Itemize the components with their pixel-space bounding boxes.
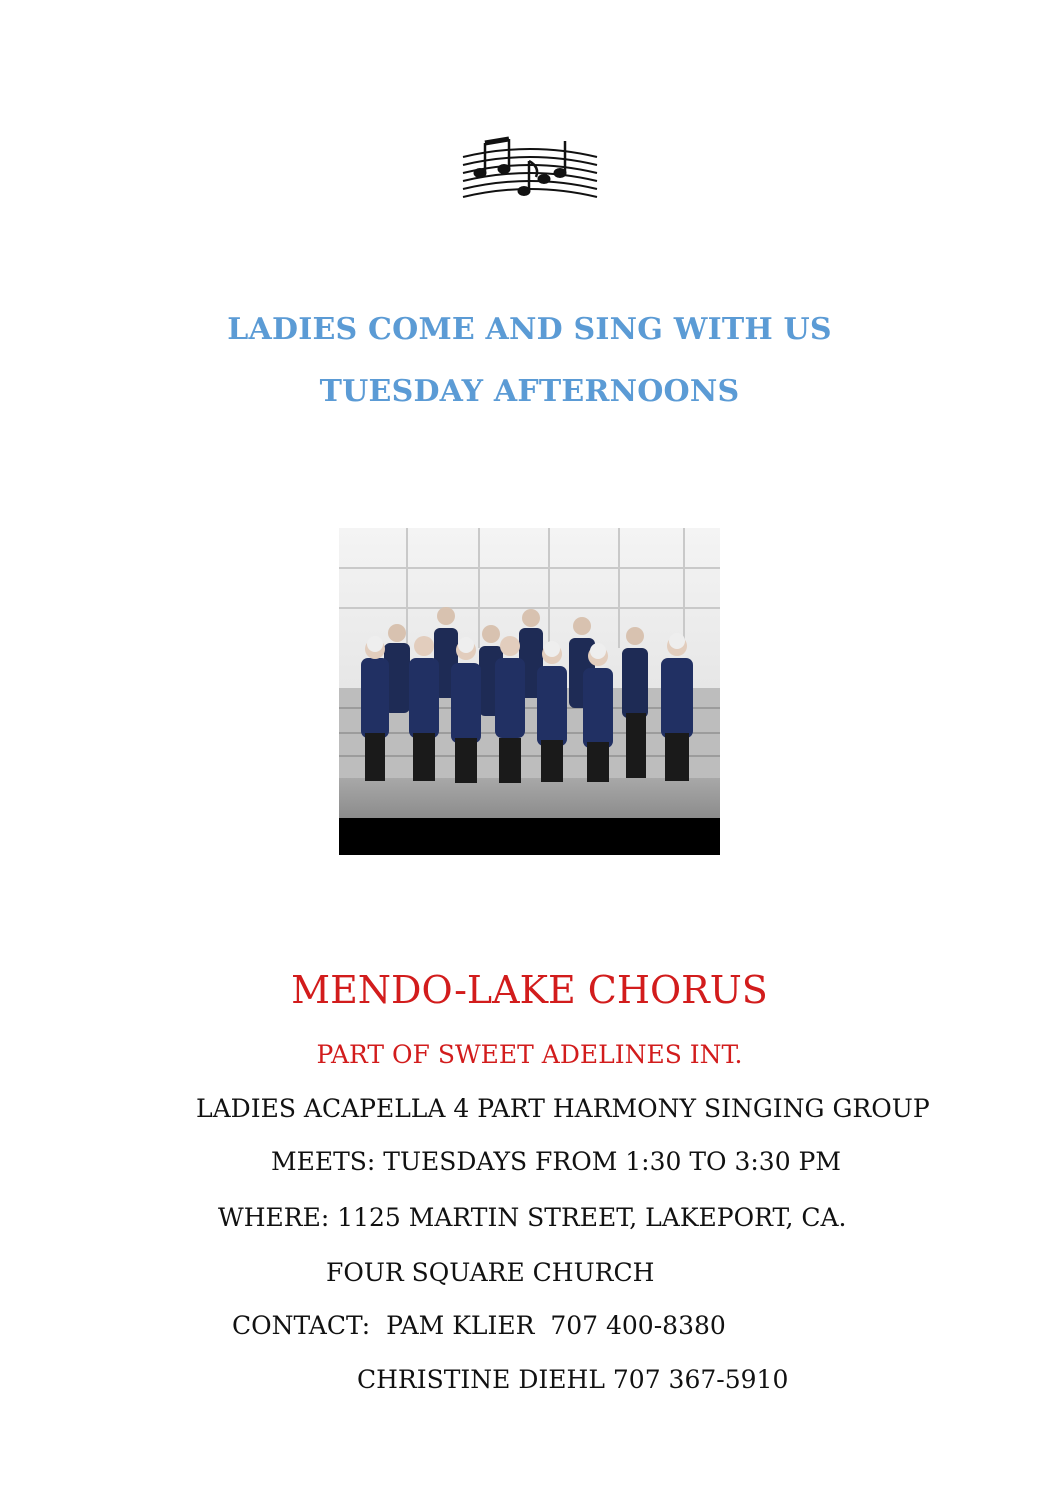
- meeting-venue: FOUR SQUARE CHURCH: [326, 1258, 655, 1287]
- meeting-time: MEETS: TUESDAYS FROM 1:30 TO 3:30 PM: [271, 1147, 841, 1176]
- music-staff-notes-icon: [460, 135, 600, 203]
- chorus-group-photo: [339, 528, 720, 855]
- chorus-name: MENDO-LAKE CHORUS: [291, 968, 768, 1012]
- contact-primary: CONTACT: PAM KLIER 707 400-8380: [232, 1311, 726, 1340]
- contact-secondary: CHRISTINE DIEHL 707 367-5910: [357, 1365, 789, 1394]
- chorus-affiliation: PART OF SWEET ADELINES INT.: [316, 1040, 743, 1069]
- meeting-address: WHERE: 1125 MARTIN STREET, LAKEPORT, CA.: [218, 1203, 847, 1232]
- headline-line-1: LADIES COME AND SING WITH US: [227, 312, 832, 347]
- headline-line-2: TUESDAY AFTERNOONS: [319, 374, 740, 409]
- chorus-description: LADIES ACAPELLA 4 PART HARMONY SINGING GROUP: [196, 1094, 930, 1123]
